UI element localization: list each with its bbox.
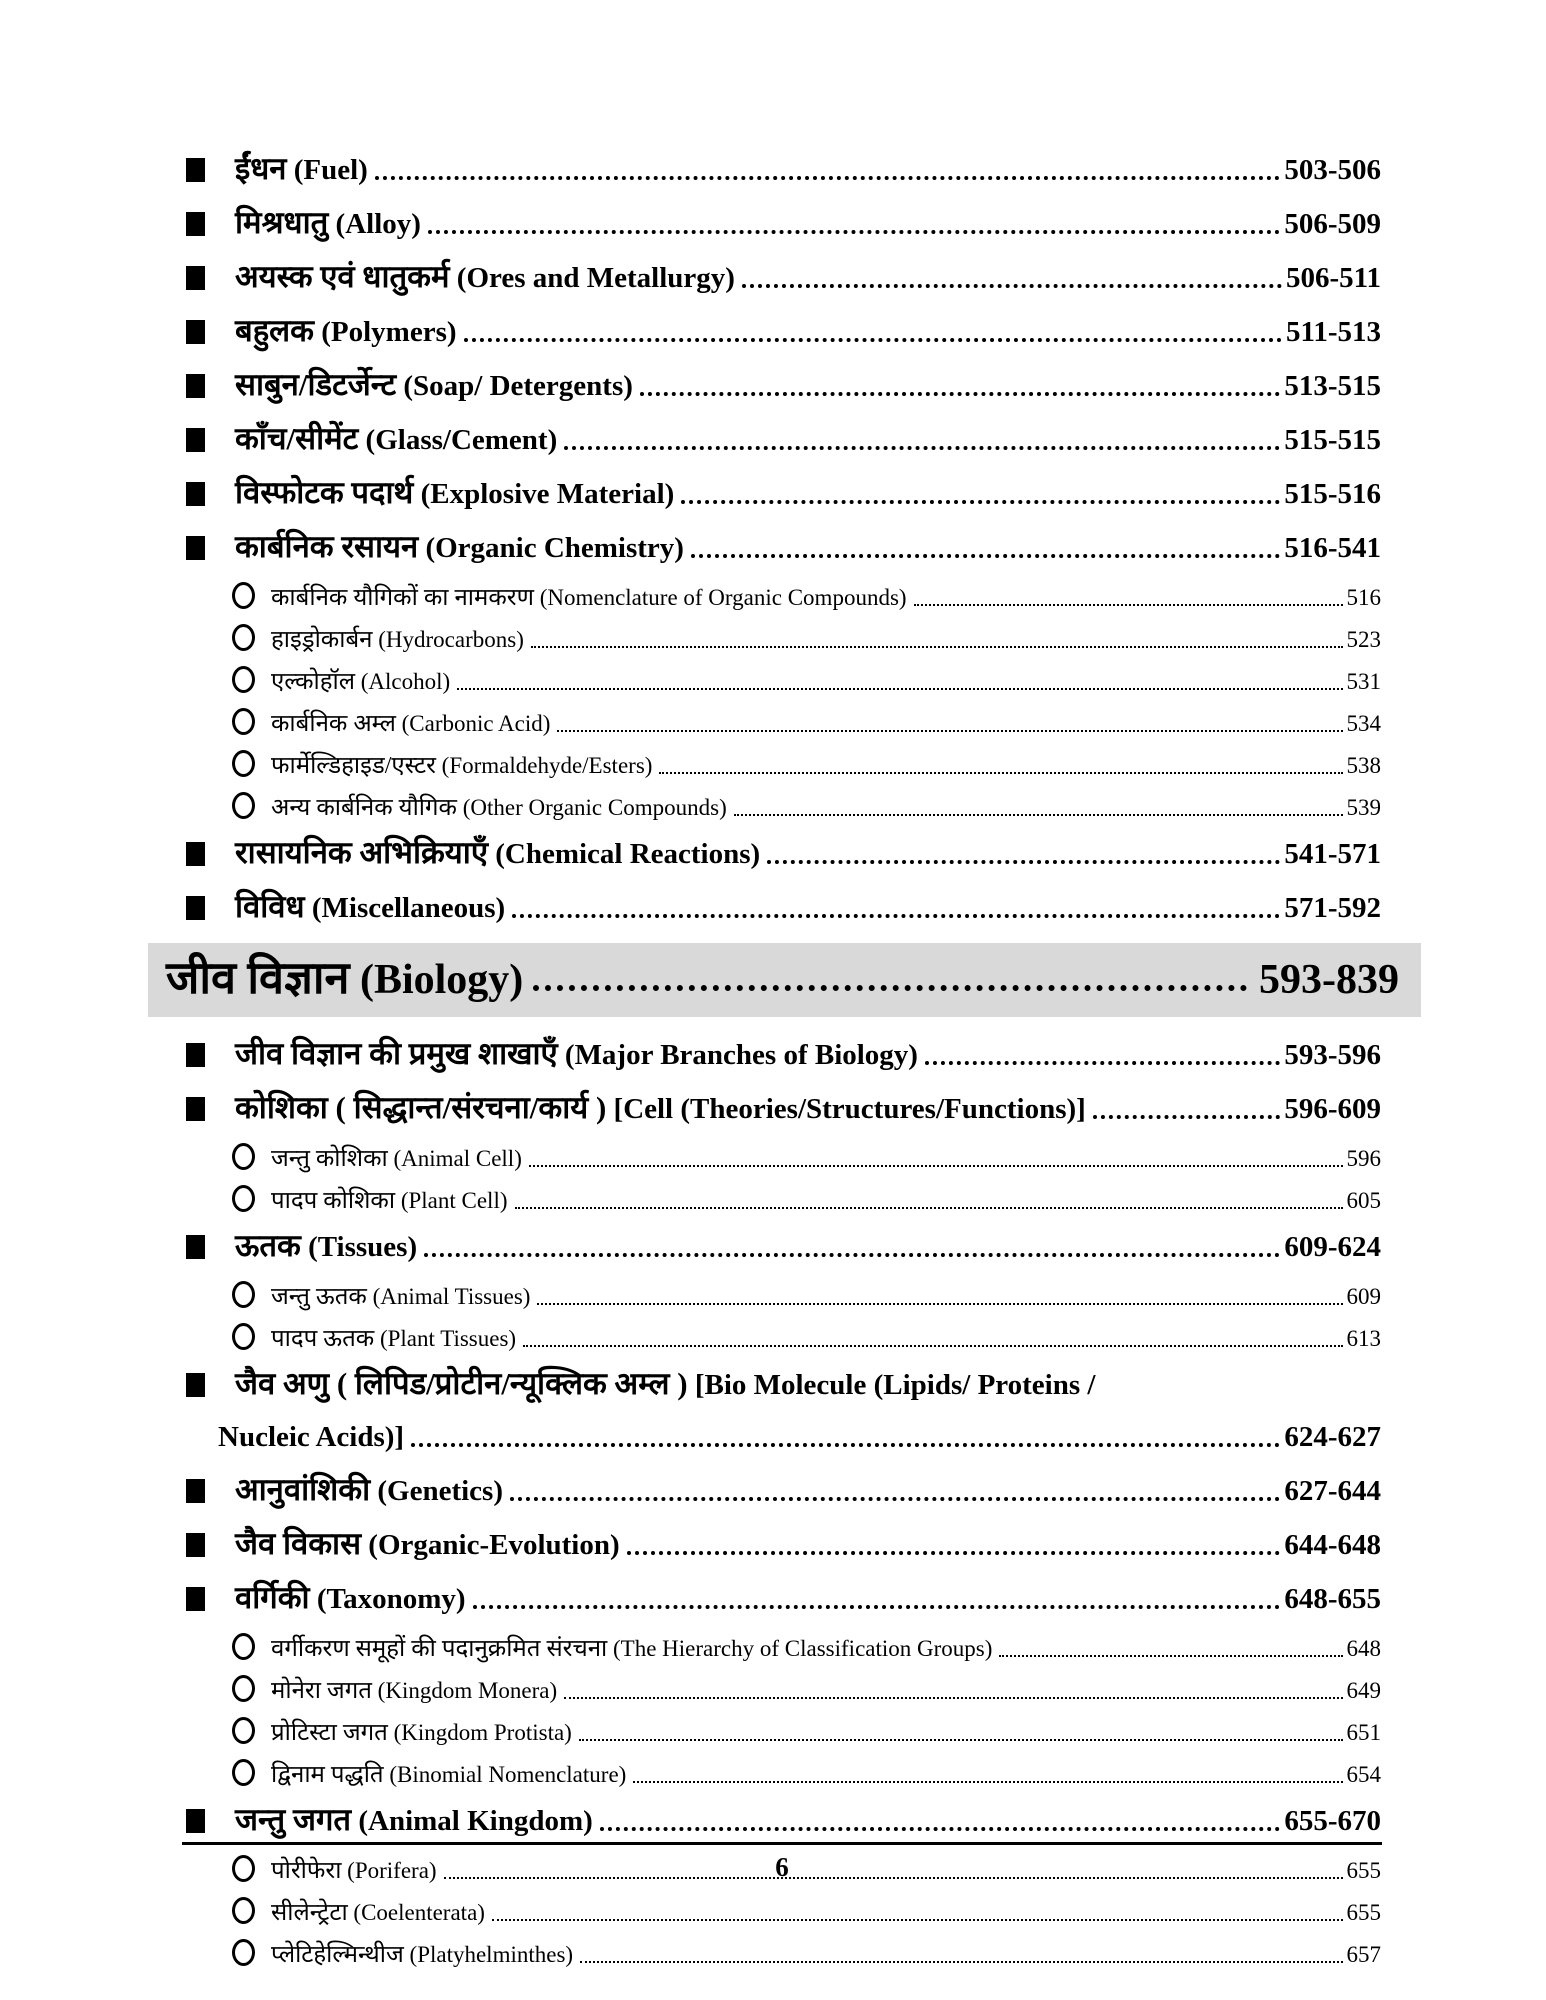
page-range: 627-644: [1284, 1475, 1381, 1507]
page-range: 596: [1346, 1146, 1381, 1171]
page-range: 516-541: [1284, 532, 1381, 564]
toc-subentry: [184, 1759, 1381, 1789]
page-range: 511-513: [1285, 316, 1381, 348]
circle-bullet-icon: [232, 708, 255, 735]
square-bullet-icon: [186, 1809, 205, 1833]
entry-label-english: (Animal Tissues): [372, 1284, 531, 1309]
circle-bullet-icon: [232, 1939, 255, 1966]
entry-label-hindi: अयस्क एवं धातुकर्म: [235, 259, 450, 294]
entry-label-hindi: प्लेटिहेल्मिन्थीज: [271, 1942, 404, 1968]
circle-bullet-icon: [232, 1897, 255, 1924]
entry-label: [271, 584, 907, 612]
entry-label: [271, 1761, 626, 1789]
square-bullet-icon: [186, 1043, 205, 1067]
entry-label-hindi: अन्य कार्बनिक यौगिक: [271, 795, 457, 821]
page-range: 655-670: [1284, 1805, 1381, 1837]
entry-label-hindi: पोरीफेरा: [271, 1858, 342, 1884]
entry-label-english: (Tissues): [308, 1231, 418, 1263]
toc-subentry: [184, 1323, 1381, 1353]
entry-label-english: (Fuel): [293, 154, 368, 186]
entry-label-english: (Binomial Nomenclature): [389, 1762, 627, 1787]
toc-subentry: [184, 708, 1381, 738]
page-range: 571-592: [1284, 892, 1381, 924]
entry-label: [235, 528, 684, 567]
entry-label-hindi: बहुलक: [235, 313, 314, 348]
dot-leader: [734, 814, 1343, 816]
entry-label: [271, 710, 550, 738]
toc-subentry: [184, 624, 1381, 654]
dot-leader: [627, 1551, 1281, 1555]
entry-label-english: (Coelenterata): [353, 1900, 485, 1925]
dot-leader: [537, 1303, 1342, 1305]
entry-label-english: (Kingdom Protista): [393, 1720, 572, 1745]
toc-subentry: [184, 750, 1381, 780]
entry-label-english: (Formaldehyde/Esters): [441, 753, 653, 778]
entry-label-english: (Kingdom Monera): [377, 1678, 558, 1703]
entry-label: [235, 474, 674, 513]
dot-leader: [523, 1345, 1342, 1347]
page-range: 655: [1346, 1858, 1381, 1883]
circle-bullet-icon: [232, 1759, 255, 1786]
entry-label-english: (Organic Chemistry): [425, 532, 684, 564]
circle-bullet-icon: [232, 1675, 255, 1702]
page-range: 609: [1346, 1284, 1381, 1309]
entry-label-english: (Biology): [359, 957, 524, 1003]
page-range: 648-655: [1284, 1583, 1381, 1615]
dot-leader: [375, 176, 1280, 180]
toc-entry: [184, 312, 1381, 351]
square-bullet-icon: [186, 266, 205, 290]
page-range: 657: [1346, 1942, 1381, 1967]
dot-leader: [464, 338, 1282, 342]
entry-label-english: (Plant Tissues): [379, 1326, 517, 1351]
page-range: 593-596: [1284, 1039, 1381, 1071]
circle-bullet-icon: [232, 1185, 255, 1212]
entry-label-hindi: द्विनाम पद्धति: [271, 1762, 384, 1788]
dot-leader: [691, 554, 1280, 558]
toc-subentry: [184, 1897, 1381, 1927]
entry-label: [271, 1677, 557, 1705]
entry-label: [235, 258, 735, 297]
page-range: 534: [1346, 711, 1381, 736]
footer-page-number: 6: [775, 1852, 789, 1882]
entry-label: [271, 1283, 530, 1311]
entry-label-hindi: कोशिका ( सिद्धान्त/संरचना/कार्य ): [235, 1090, 607, 1125]
page-range: 539: [1346, 795, 1381, 820]
toc-entry-continuation: [184, 1419, 1381, 1456]
toc-entry: [184, 1227, 1381, 1266]
page-range: 538: [1346, 753, 1381, 778]
entry-label: [271, 1941, 573, 1969]
entry-label-hindi: रासायनिक अभिक्रियाएँ: [235, 835, 488, 870]
dot-leader: [424, 1253, 1280, 1257]
entry-label-english: [Bio Molecule (Lipids/ Proteins /: [694, 1369, 1096, 1401]
toc-entry: [184, 204, 1381, 243]
entry-label-hindi: प्रोटिस्टा जगत: [271, 1720, 388, 1746]
entry-label-english: (Porifera): [347, 1858, 437, 1883]
page-range: 515-515: [1284, 424, 1381, 456]
dot-leader: [510, 1497, 1280, 1501]
entry-label-hindi: ऊतक: [235, 1228, 301, 1263]
entry-label-hindi: कार्बनिक यौगिकों का नामकरण: [271, 585, 534, 611]
dot-leader: [600, 1827, 1281, 1831]
page-range: 654: [1346, 1762, 1381, 1787]
toc-entry: [184, 1035, 1381, 1074]
square-bullet-icon: [186, 158, 205, 182]
dot-leader: [767, 860, 1280, 864]
toc-subentry: [184, 1633, 1381, 1663]
toc-subentry: [184, 666, 1381, 696]
entry-label: [271, 1145, 522, 1173]
toc-entry: [184, 474, 1381, 513]
dot-leader: [515, 1207, 1343, 1209]
toc-subentry: [184, 1281, 1381, 1311]
circle-bullet-icon: [232, 1633, 255, 1660]
entry-label: [235, 1579, 466, 1618]
entry-label: [271, 752, 652, 780]
dot-leader: [999, 1655, 1342, 1657]
entry-label-english: (Soap/ Detergents): [403, 370, 633, 402]
dot-leader: [531, 646, 1343, 648]
entry-label-english: (The Hierarchy of Classification Groups): [613, 1636, 993, 1661]
entry-label-hindi: सीलेन्ट्रेटा: [271, 1900, 348, 1926]
toc-section-header: [148, 943, 1421, 1017]
entry-label: [166, 951, 523, 1007]
toc-subentry: [184, 1717, 1381, 1747]
dot-leader: [411, 1443, 1280, 1447]
page-range: 651: [1346, 1720, 1381, 1745]
circle-bullet-icon: [232, 666, 255, 693]
page-range: 655: [1346, 1900, 1381, 1925]
dot-leader: [914, 604, 1343, 606]
toc-entry: [184, 1525, 1381, 1564]
entry-label-english: (Genetics): [377, 1475, 503, 1507]
page-range: 506-511: [1285, 262, 1381, 294]
entry-label-english: (Taxonomy): [316, 1583, 466, 1615]
entry-label-hindi: मिश्रधातु: [235, 205, 329, 240]
entry-label: [235, 366, 633, 405]
entry-label-hindi: फार्मेल्डिहाइड/एस्टर: [271, 753, 436, 779]
entry-label-hindi: पादप कोशिका: [271, 1188, 396, 1214]
entry-label: [235, 420, 557, 459]
entry-label: [235, 1365, 1095, 1404]
entry-label-hindi: ईंधन: [235, 151, 287, 186]
toc-subentry: [184, 792, 1381, 822]
entry-label-english: (Alcohol): [360, 669, 451, 694]
circle-bullet-icon: [232, 1323, 255, 1350]
entry-label-hindi: मोनेरा जगत: [271, 1678, 372, 1704]
page-range: 503-506: [1284, 154, 1381, 186]
dot-leader: [633, 1781, 1342, 1783]
dot-leader: [580, 1961, 1342, 1963]
dot-leader: [1093, 1115, 1281, 1119]
dot-leader: [640, 392, 1280, 396]
page-range: 605: [1346, 1188, 1381, 1213]
circle-bullet-icon: [232, 1281, 255, 1308]
page-range: 613: [1346, 1326, 1381, 1351]
page-range: 513-515: [1284, 370, 1381, 402]
circle-bullet-icon: [232, 792, 255, 819]
entry-label: [235, 1227, 417, 1266]
circle-bullet-icon: [232, 1717, 255, 1744]
page-range: 541-571: [1284, 838, 1381, 870]
entry-label-hindi: वर्गिकी: [235, 1580, 310, 1615]
square-bullet-icon: [186, 374, 205, 398]
page-range: 649: [1346, 1678, 1381, 1703]
entry-label: [271, 794, 727, 822]
page-range: 644-648: [1284, 1529, 1381, 1561]
toc-list: [166, 150, 1399, 1981]
entry-label-english: [Cell (Theories/Structures/Functions)]: [613, 1093, 1086, 1125]
square-bullet-icon: [186, 842, 205, 866]
toc-entry: [184, 1365, 1381, 1404]
entry-label-english: (Organic-Evolution): [368, 1529, 620, 1561]
square-bullet-icon: [186, 1235, 205, 1259]
toc-entry: [184, 528, 1381, 567]
dot-leader: [564, 1697, 1342, 1699]
entry-label-hindi: जन्तु जगत: [235, 1802, 352, 1837]
dot-leader: [529, 1165, 1343, 1167]
entry-label: [235, 1525, 620, 1564]
entry-label-english: (Nomenclature of Organic Compounds): [539, 585, 907, 610]
entry-label-english: (Chemical Reactions): [495, 838, 761, 870]
entry-label-hindi: आनुवांशिकी: [235, 1472, 371, 1507]
page-range: 648: [1346, 1636, 1381, 1661]
dot-leader: [579, 1739, 1343, 1741]
entry-label-english: (Hydrocarbons): [378, 627, 524, 652]
page-range: 516: [1346, 585, 1381, 610]
square-bullet-icon: [186, 320, 205, 344]
entry-label: [218, 1419, 404, 1456]
entry-label-hindi: विविध: [235, 889, 305, 924]
entry-label-hindi: जन्तु कोशिका: [271, 1146, 388, 1172]
page-range: 523: [1346, 627, 1381, 652]
entry-label-english: (Polymers): [321, 316, 457, 348]
entry-label-hindi: पादप ऊतक: [271, 1326, 375, 1352]
square-bullet-icon: [186, 536, 205, 560]
entry-label: [235, 204, 421, 243]
toc-entry: [184, 1471, 1381, 1510]
square-bullet-icon: [186, 1479, 205, 1503]
dot-leader: [564, 446, 1280, 450]
entry-label: [271, 1635, 992, 1663]
page-range: 515-516: [1284, 478, 1381, 510]
dot-leader: [533, 985, 1247, 991]
entry-label-hindi: साबुन/डिटर्जेन्ट: [235, 367, 397, 402]
entry-label: [271, 1899, 485, 1927]
entry-label-hindi: विस्फोटक पदार्थ: [235, 475, 414, 510]
entry-label-english: (Platyhelminthes): [409, 1942, 574, 1967]
entry-label-english: (Explosive Material): [420, 478, 675, 510]
entry-label-hindi: जैव विकास: [235, 1526, 362, 1561]
entry-label-hindi: जैव अणु ( लिपिड/प्रोटीन/न्यूक्लिक अम्ल ): [235, 1366, 688, 1401]
toc-subentry: [184, 1143, 1381, 1173]
toc-entry: [184, 258, 1381, 297]
entry-label-english: (Major Branches of Biology): [564, 1039, 918, 1071]
toc-entry: [184, 834, 1381, 873]
toc-subentry: [184, 1939, 1381, 1969]
page-range: 596-609: [1284, 1093, 1381, 1125]
entry-label-english: (Other Organic Compounds): [462, 795, 727, 820]
entry-label-english: Nucleic Acids)]: [218, 1421, 405, 1453]
entry-label: [235, 150, 368, 189]
entry-label-english: (Alloy): [335, 208, 421, 240]
entry-label: [235, 888, 505, 927]
entry-label-hindi: हाइड्रोकार्बन: [271, 627, 373, 653]
square-bullet-icon: [186, 1533, 205, 1557]
dot-leader: [659, 772, 1342, 774]
toc-entry: [184, 888, 1381, 927]
footer-divider: [182, 1842, 1382, 1845]
toc-subentry: [184, 1675, 1381, 1705]
circle-bullet-icon: [232, 750, 255, 777]
dot-leader: [457, 688, 1342, 690]
entry-label-english: (Animal Cell): [393, 1146, 522, 1171]
entry-label-english: (Animal Kingdom): [358, 1805, 593, 1837]
entry-label-hindi: एल्कोहॉल: [271, 669, 355, 695]
entry-label-hindi: कार्बनिक अम्ल: [271, 711, 396, 737]
page-range: 624-627: [1284, 1421, 1381, 1453]
square-bullet-icon: [186, 1587, 205, 1611]
toc-subentry: [184, 1185, 1381, 1215]
page-range: 531: [1346, 669, 1381, 694]
entry-label-hindi: जीव विज्ञान की प्रमुख शाखाएँ: [235, 1036, 558, 1071]
entry-label-english: (Ores and Metallurgy): [456, 262, 735, 294]
square-bullet-icon: [186, 482, 205, 506]
square-bullet-icon: [186, 1373, 205, 1397]
entry-label: [271, 1719, 572, 1747]
circle-bullet-icon: [232, 624, 255, 651]
dot-leader: [681, 500, 1280, 504]
entry-label-hindi: काँच/सीमेंट: [235, 421, 359, 456]
dot-leader: [473, 1605, 1281, 1609]
entry-label-english: (Miscellaneous): [311, 892, 506, 924]
entry-label: [271, 1325, 516, 1353]
dot-leader: [428, 230, 1280, 234]
entry-label-english: (Plant Cell): [400, 1188, 508, 1213]
entry-label-english: (Carbonic Acid): [401, 711, 551, 736]
square-bullet-icon: [186, 1097, 205, 1121]
entry-label: [235, 312, 457, 351]
entry-label: [271, 1187, 508, 1215]
page-range: 609-624: [1284, 1231, 1381, 1263]
toc-entry: [184, 1089, 1381, 1128]
toc-entry: [184, 1579, 1381, 1618]
entry-label-hindi: वर्गीकरण समूहों की पदानुक्रमित संरचना: [271, 1636, 608, 1662]
entry-label: [271, 626, 524, 654]
square-bullet-icon: [186, 428, 205, 452]
entry-label: [235, 1801, 593, 1840]
circle-bullet-icon: [232, 582, 255, 609]
entry-label: [235, 834, 760, 873]
toc-entry: [184, 366, 1381, 405]
entry-label-english: (Glass/Cement): [365, 424, 558, 456]
entry-label: [235, 1089, 1086, 1128]
dot-leader: [512, 914, 1280, 918]
toc-subentry: [184, 582, 1381, 612]
page-range: 506-509: [1284, 208, 1381, 240]
page-range: 593-839: [1259, 957, 1399, 1003]
square-bullet-icon: [186, 896, 205, 920]
toc-entry: [184, 150, 1381, 189]
entry-label: [271, 668, 450, 696]
entry-label-hindi: जीव विज्ञान: [166, 953, 350, 1003]
square-bullet-icon: [186, 212, 205, 236]
dot-leader: [925, 1061, 1280, 1065]
dot-leader: [492, 1919, 1343, 1921]
toc-entry: [184, 420, 1381, 459]
circle-bullet-icon: [232, 1143, 255, 1170]
entry-label: [235, 1471, 503, 1510]
dot-leader: [742, 284, 1282, 288]
entry-label-hindi: जन्तु ऊतक: [271, 1284, 367, 1310]
entry-label-hindi: कार्बनिक रसायन: [235, 529, 419, 564]
entry-label: [235, 1035, 918, 1074]
toc-entry: [184, 1801, 1381, 1840]
dot-leader: [557, 730, 1342, 732]
